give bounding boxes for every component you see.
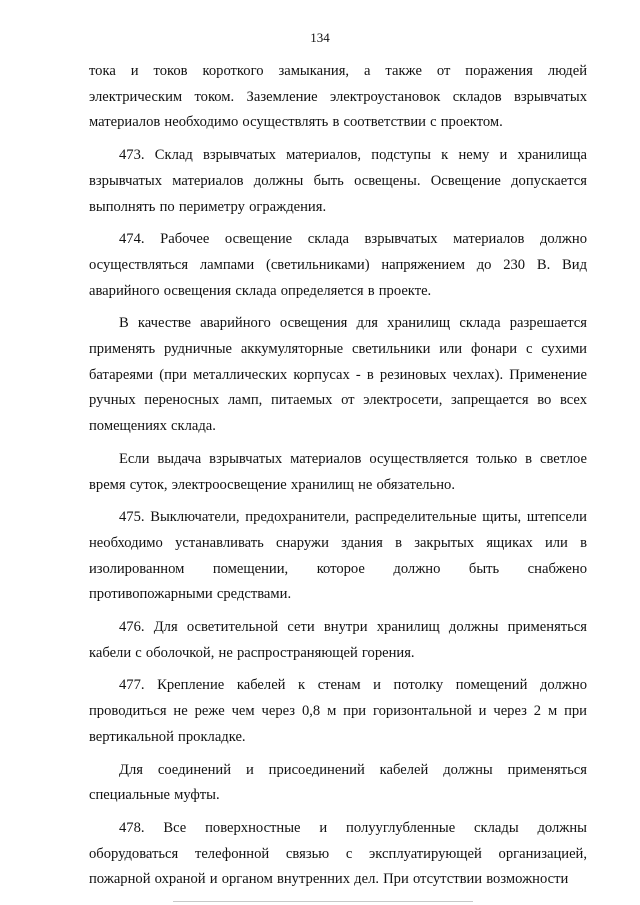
paragraph-emergency-lighting: В качестве аварийного освещения для хранилищ склада разрешается применять рудничные аккумуляторные светильники или фонари с сухими батареями (при металлических корпусах - в резиновых чехлах). Применение ручных переносных ламп, питаемых от электросети, запрещается во всех помещениях склада. (89, 315, 587, 435)
paragraph-474: 474. Рабочее освещение склада взрывчатых материалов должно осуществляться лампами (светильниками) напряжением до 230 В. Вид аварийного освещения склада определяется в проекте. (89, 231, 587, 299)
paragraph-daylight-issue: Если выдача взрывчатых материалов осуществляется только в светлое время суток, электроосвещение хранилищ не обязательно. (89, 450, 587, 493)
paragraph-477: 477. Крепление кабелей к стенам и потолку помещений должно проводиться не реже чем через 0,8 м при горизонтальной и через 2 м при вертикальной прокладке. (89, 677, 587, 745)
paragraph-cable-couplings: Для соединений и присоединений кабелей должны применяться специальные муфты. (89, 761, 587, 804)
document-body (89, 59, 587, 900)
paragraph-continuation: тока и токов короткого замыкания, а также от поражения людей электрическим током. Заземление электроустановок складов взрывчатых материалов необходимо осуществлять в соответствии с проектом. (89, 63, 587, 131)
paragraph-478: 478. Все поверхностные и полууглубленные склады должны оборудоваться телефонной связью с эксплуатирующей организацией, пожарной охраной и органом внутренних дел. При отсутствии возможности (89, 819, 587, 888)
scan-edge-line (173, 901, 473, 902)
paragraph-473: 473. Склад взрывчатых материалов, подступы к нему и хранилища взрывчатых материалов должны быть освещены. Освещение допускается выполнять по периметру ограждения. (89, 147, 587, 215)
page-number: 134 (310, 30, 330, 45)
paragraph-476: 476. Для осветительной сети внутри хранилищ должны применяться кабели с оболочкой, не распространяющей горения. (89, 619, 587, 661)
paragraph-475: 475. Выключатели, предохранители, распределительные щиты, штепсели необходимо устанавливать снаружи здания в закрытых ящиках или в изолированном помещении, которое должно быть снабжено противопожарными средствами. (89, 509, 587, 603)
